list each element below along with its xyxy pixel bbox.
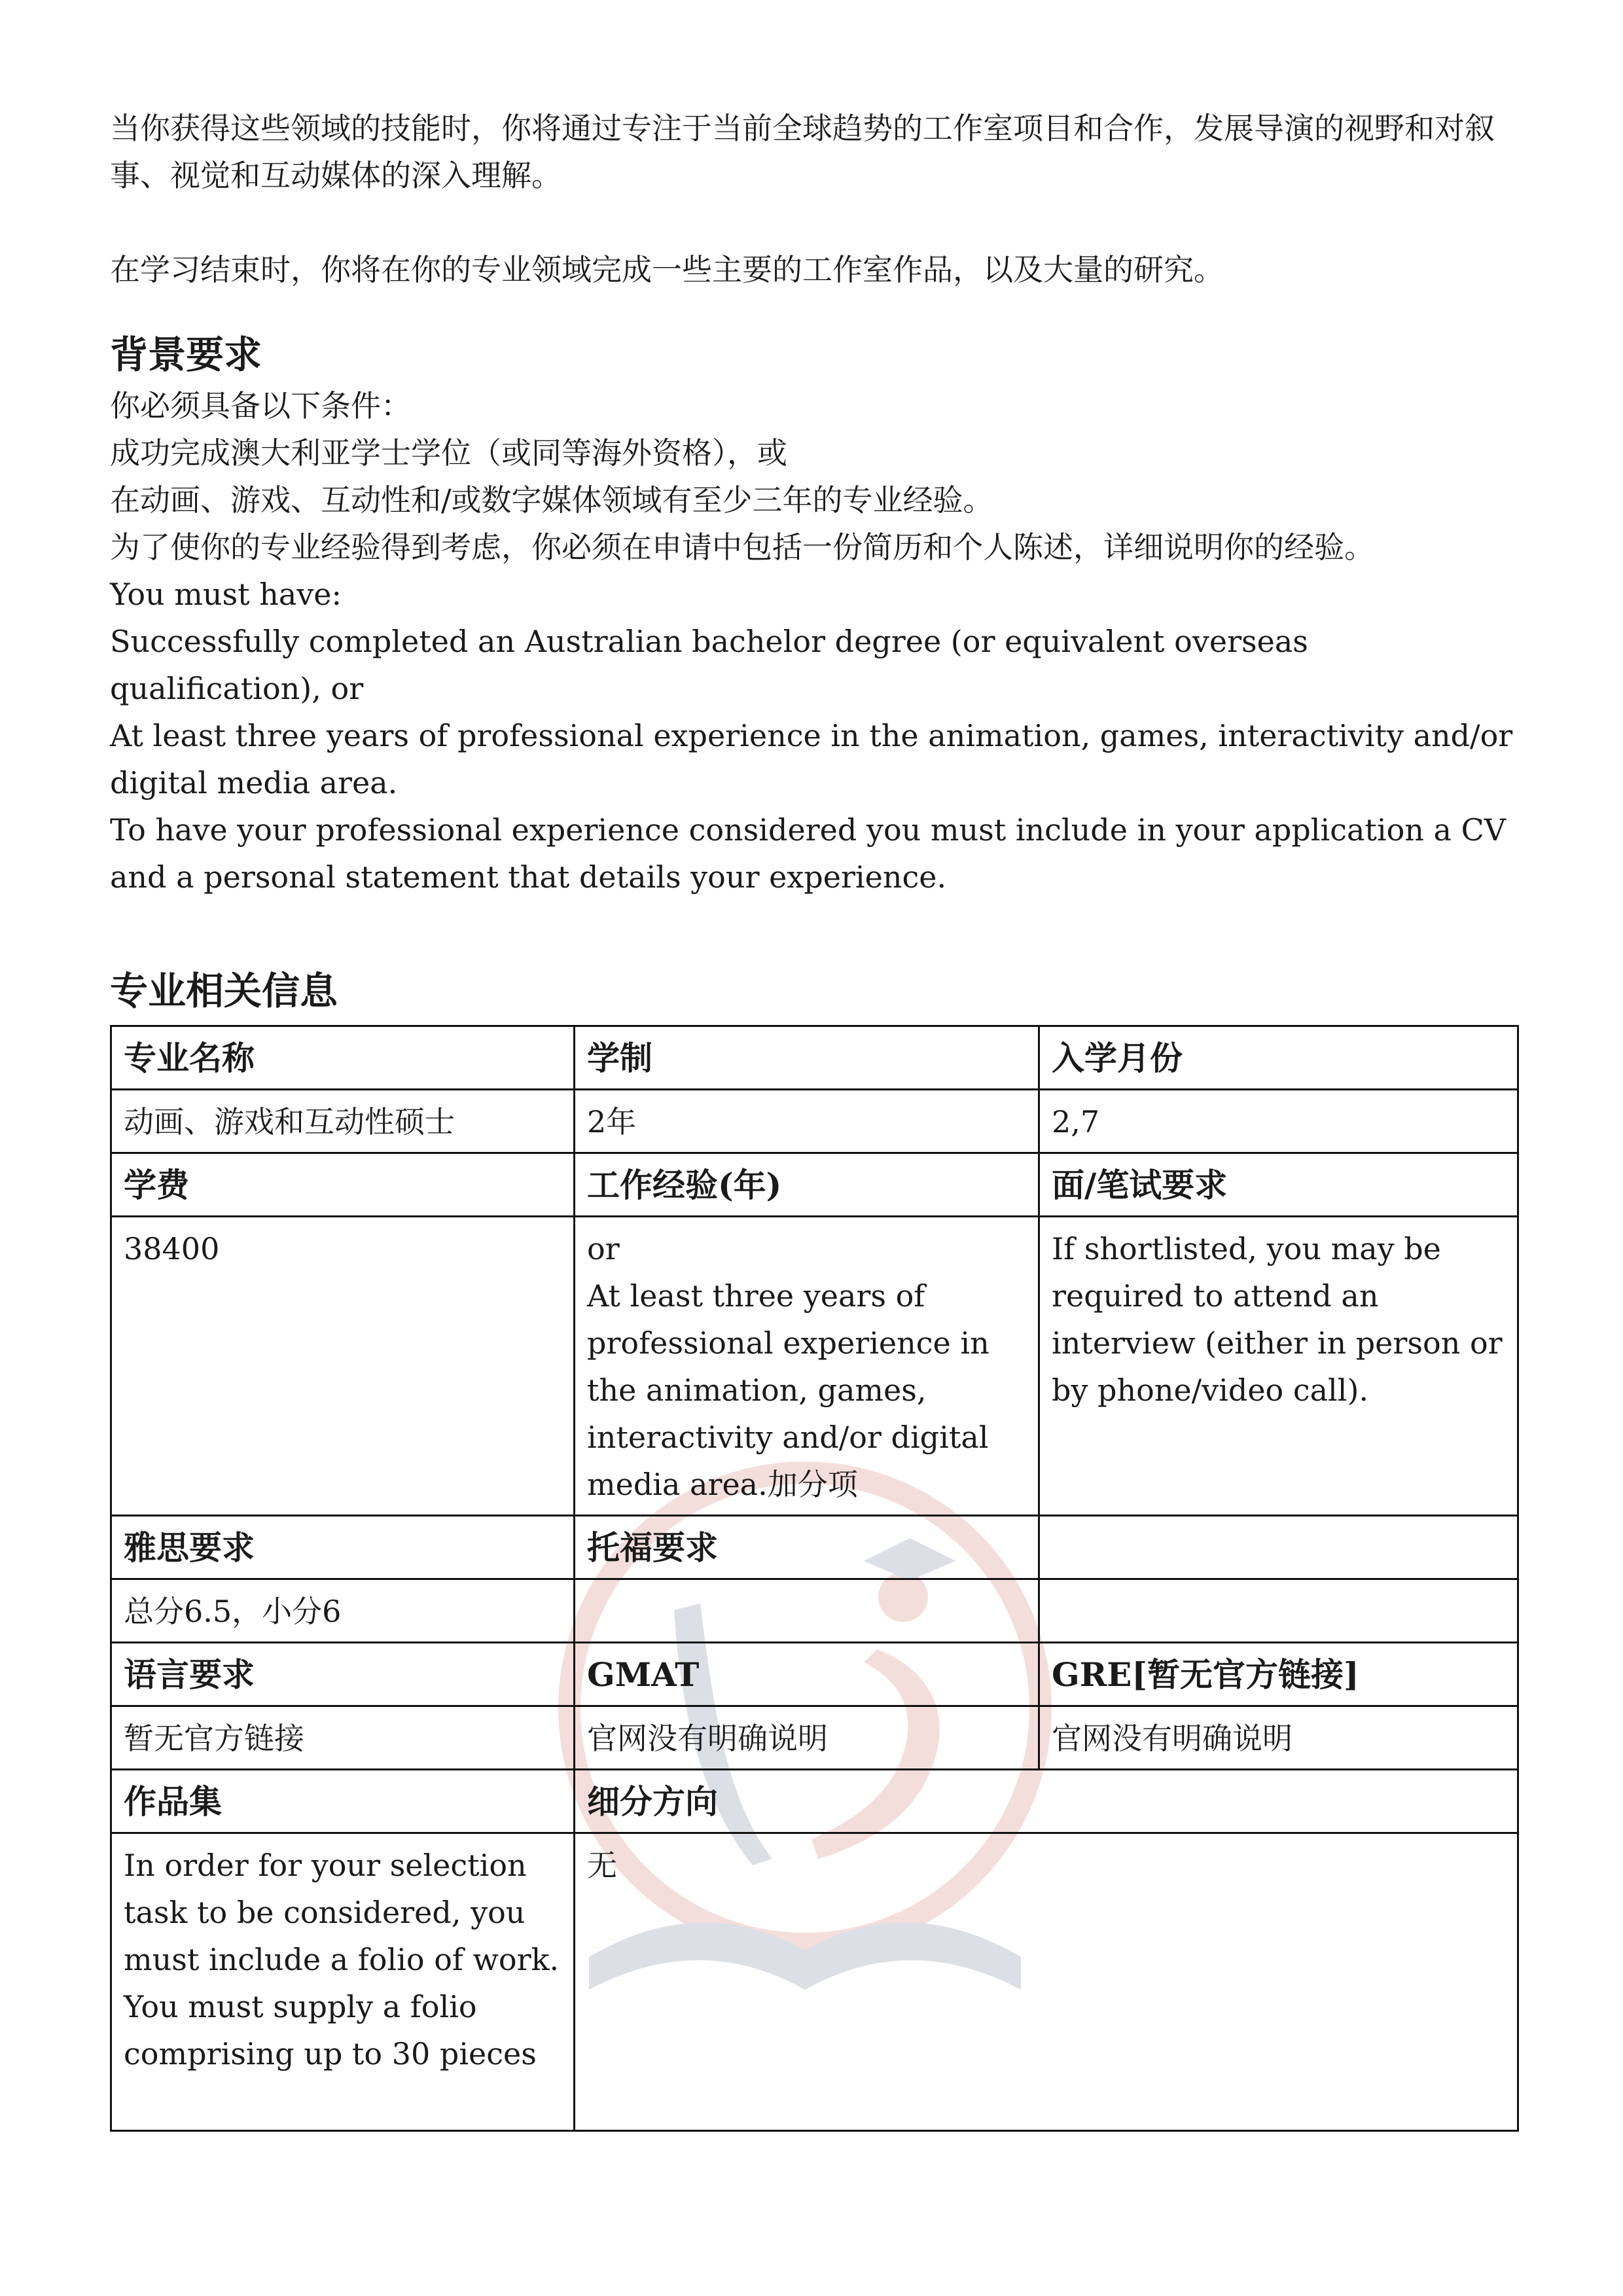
table-row — [111, 1026, 1518, 1090]
requirement-line: 在动画、游戏、互动性和/或数字媒体领域有至少三年的专业经验。 — [110, 482, 993, 518]
program-info-title: 专业相关信息 — [110, 969, 338, 1013]
value-ielts: 总分6.5，小分6 — [111, 1579, 575, 1643]
requirement-line: You must have: — [110, 577, 342, 612]
table-row — [111, 1706, 1518, 1770]
program-info-table — [110, 1025, 1519, 2132]
header-ielts: 雅思要求 — [111, 1516, 575, 1579]
value-empty — [1039, 1579, 1518, 1643]
requirement-line: At least three years of professional experience in the animation, games, interactivity and/or digital media area. — [110, 718, 1513, 800]
document-page — [110, 105, 1517, 2132]
header-duration: 学制 — [575, 1026, 1039, 1090]
table-row — [111, 1770, 1518, 1833]
header-toefl: 托福要求 — [575, 1516, 1039, 1579]
requirement-line: To have your professional experience considered you must include in your application a CV and a personal statement that details your experience. — [110, 812, 1506, 895]
value-language: 暂无官方链接 — [111, 1706, 575, 1770]
background-title: 背景要求 — [110, 332, 262, 377]
value-gre: 官网没有明确说明 — [1039, 1706, 1518, 1770]
requirement-line: 为了使你的专业经验得到考虑，你必须在申请中包括一份简历和个人陈述，详细说明你的经验。 — [110, 529, 1374, 565]
header-work-experience: 工作经验(年) — [575, 1153, 1039, 1217]
header-intake: 入学月份 — [1039, 1026, 1518, 1090]
value-gmat: 官网没有明确说明 — [575, 1706, 1039, 1770]
header-tuition: 学费 — [111, 1153, 575, 1217]
table-row — [111, 1643, 1518, 1706]
requirement-line: 你必须具备以下条件： — [110, 388, 411, 423]
header-gre: GRE[暂无官方链接] — [1039, 1643, 1518, 1706]
table-row — [111, 1516, 1518, 1579]
value-tuition: 38400 — [111, 1217, 575, 1516]
value-specialization: 无 — [575, 1833, 1518, 2131]
table-row — [111, 1153, 1518, 1217]
requirement-line: 成功完成澳大利亚学士学位（或同等海外资格），或 — [110, 435, 787, 471]
intro-paragraph-2: 在学习结束时，你将在你的专业领域完成一些主要的工作室作品，以及大量的研究。 — [110, 252, 1224, 287]
header-interview: 面/笔试要求 — [1039, 1153, 1518, 1217]
header-portfolio: 作品集 — [111, 1770, 575, 1833]
header-specialization: 细分方向 — [575, 1770, 1518, 1833]
value-toefl — [575, 1579, 1039, 1643]
value-work-experience: or At least three years of professional experience in the animation, games, interactivity and/or digital media area.加分项 — [575, 1217, 1039, 1516]
value-interview: If shortlisted, you may be required to attend an interview (either in person or by phone/video call). — [1039, 1217, 1518, 1516]
value-intake: 2,7 — [1039, 1090, 1518, 1153]
background-requirements — [110, 382, 1517, 901]
value-portfolio: In order for your selection task to be considered, you must include a folio of work. You must supply a folio comprising up to 30 pieces — [111, 1833, 575, 2131]
header-program-name: 专业名称 — [111, 1026, 575, 1090]
table-row — [111, 1579, 1518, 1643]
table-row — [111, 1090, 1518, 1153]
value-duration: 2年 — [575, 1090, 1039, 1153]
table-row — [111, 1217, 1518, 1516]
header-language: 语言要求 — [111, 1643, 575, 1706]
table-row — [111, 1833, 1518, 2131]
requirement-line: Successfully completed an Australian bachelor degree (or equivalent overseas qualification), or — [110, 624, 1308, 706]
intro-paragraph-1: 当你获得这些领域的技能时，你将通过专注于当前全球趋势的工作室项目和合作，发展导演的视野和对叙事、视觉和互动媒体的深入理解。 — [110, 111, 1495, 193]
header-gmat: GMAT — [575, 1643, 1039, 1706]
value-program-name: 动画、游戏和互动性硕士 — [111, 1090, 575, 1153]
header-empty — [1039, 1516, 1518, 1579]
